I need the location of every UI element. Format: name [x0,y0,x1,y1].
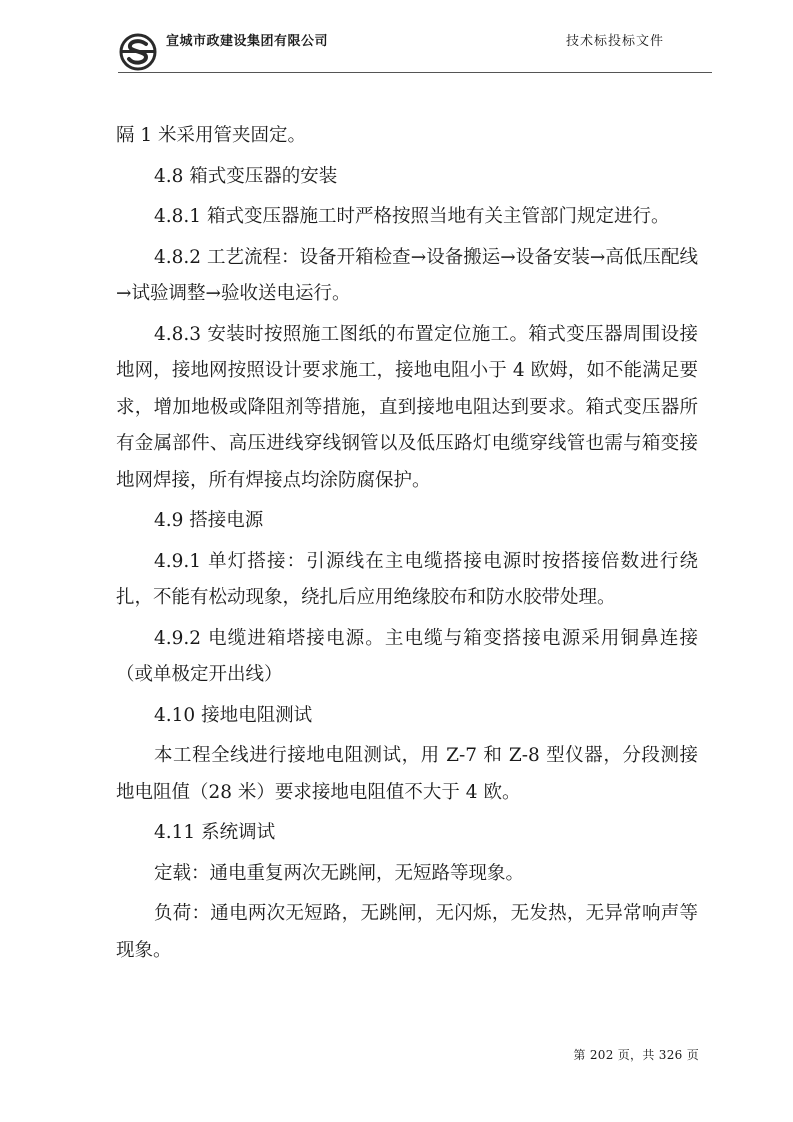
paragraph: 4.9.2 电缆进箱塔接电源。主电缆与箱变搭接电源采用铜鼻连接（或单极定开出线） [116,627,698,685]
paragraph: 隔 1 米采用管夹固定。 [116,125,307,146]
paragraph: 本工程全线进行接地电阻测试，用 Z-7 和 Z-8 型仪器，分段测接地电阻值（28 米）要求接地电阻值不大于 4 欧。 [116,745,698,803]
paragraph: 4.8.3 安装时按照施工图纸的布置定位施工。箱式变压器周围设接地网，接地网按照设计要求施工，接地电阻小于 4 欧姆，如不能满足要求，增加地极或降阻剂等措施，直到接地电阻达到要求。箱式变压器所有金属部件、高压进线穿线钢管以及低压路灯电缆穿线管也需与箱变接地网焊接，所有焊接点均涂防腐保护。 [116,323,698,491]
paragraph: 4.9.1 单灯搭接：引源线在主电缆搭接电源时按搭接倍数进行绕扎，不能有松动现象，绕扎后应用绝缘胶布和防水胶带处理。 [116,550,698,608]
page-header [118,26,712,72]
document-body [116,118,698,969]
paragraph: 定载：通电重复两次无跳闸，无短路等现象。 [154,862,525,884]
paragraph: 4.8.1 箱式变压器施工时严格按照当地有关主管部门规定进行。 [154,206,670,227]
paragraph: 4.8.2 工艺流程：设备开箱检查→设备搬运→设备安装→高低压配线→试验调整→验收送电运行。 [116,246,698,304]
section-heading: 4.10 接地电阻测试 [154,704,313,726]
section-heading: 4.11 系统调试 [154,822,276,843]
company-name: 宣城市政建设集团有限公司 [166,34,329,49]
page-number: 第 202 页，共 326 页 [573,1048,699,1062]
paragraph: 负荷：通电两次无短路，无跳闸，无闪烁，无发热，无异常响声等现象。 [116,903,698,961]
company-logo-icon [118,32,158,72]
header-divider [118,72,712,73]
section-heading: 4.9 搭接电源 [154,510,264,531]
document-type: 技术标投标文件 [565,34,664,49]
section-heading: 4.8 箱式变压器的安装 [154,165,338,187]
